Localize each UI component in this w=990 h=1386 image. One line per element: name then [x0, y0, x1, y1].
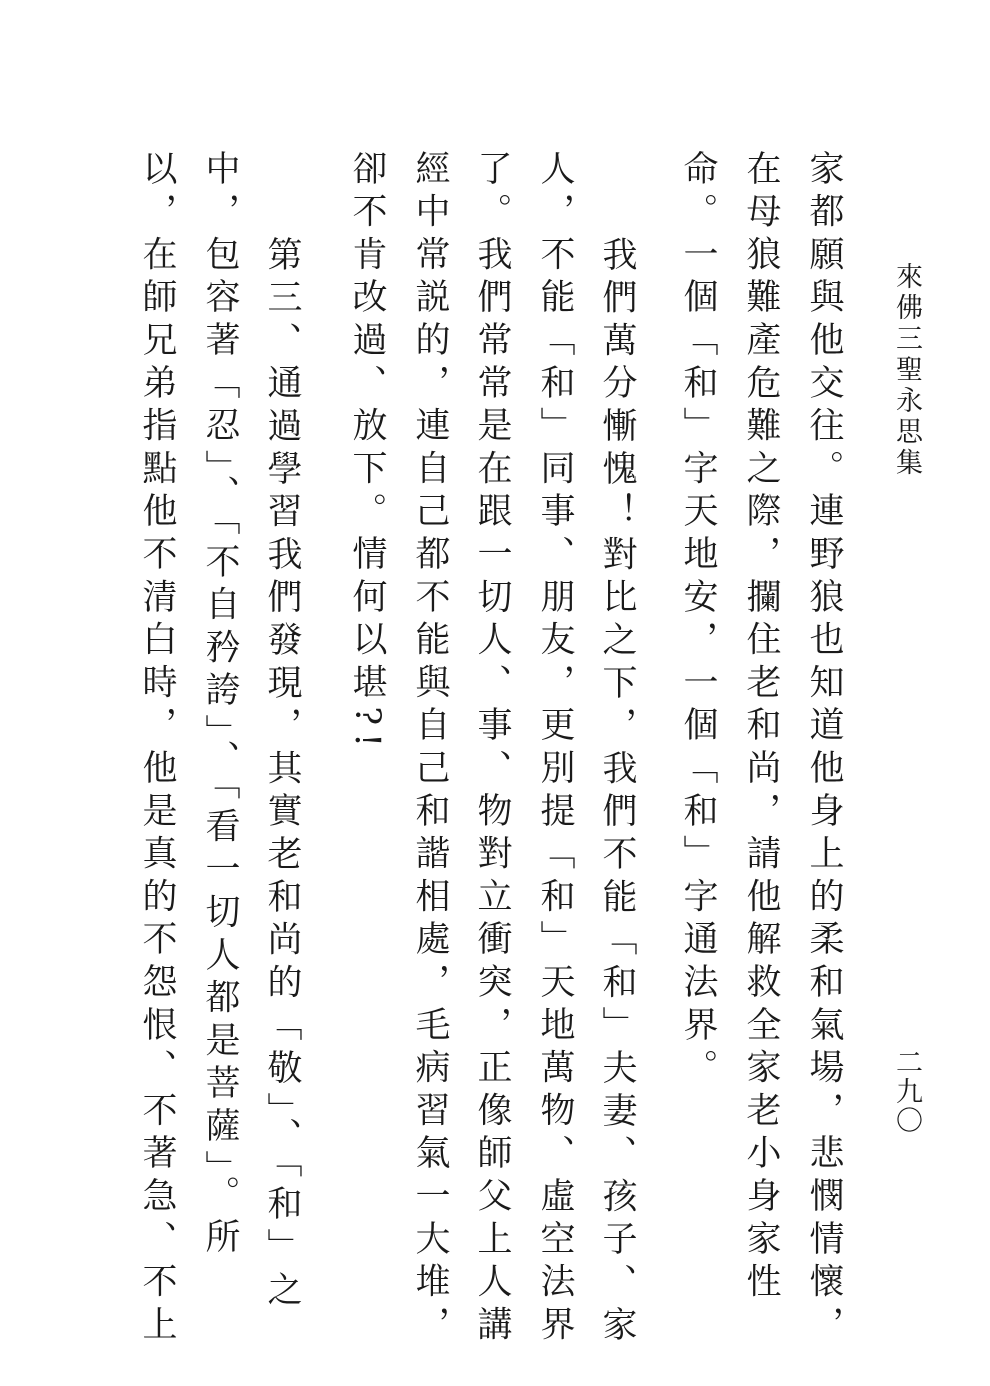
text-column: 第三、通過學習我們發現，其實老和尚的「敬」、「和」之 — [262, 236, 302, 1314]
text-column: 中，包容著「忍」、「不自矜誇」、「看一切人都是菩薩」。所 — [200, 150, 240, 1261]
text-column: 命。一個「和」字天地安，一個「和」字通法界。 — [678, 150, 718, 1092]
text-column: 卻不肯改過、放下。情何以堪?! — [347, 150, 387, 755]
text-column: 以，在師兄弟指點他不清白時，他是真的不怨恨、不著急、不上 — [137, 150, 177, 1349]
text-column: 家都願與他交往。連野狼也知道他身上的柔和氣場，悲憫情懷， — [804, 150, 844, 1349]
text-column: 我們萬分慚愧！對比之下，我們不能「和」夫妻、孩子、家 — [597, 236, 637, 1349]
text-column: 在母狼難產危難之際，攔住老和尚，請他解救全家老小身家性 — [741, 150, 781, 1306]
text-column: 了。我們常常是在跟一切人、事、物對立衝突，正像師父上人講 — [472, 150, 512, 1349]
page-number: 二九〇 — [891, 1048, 922, 1135]
text-column: 經中常説的，連自己都不能與自己和諧相處，毛病習氣一大堆， — [410, 150, 450, 1349]
book-title: 來佛三聖永思集 — [891, 262, 922, 479]
text-column: 人，不能「和」同事、朋友，更別提「和」天地萬物、虛空法界 — [535, 150, 575, 1349]
